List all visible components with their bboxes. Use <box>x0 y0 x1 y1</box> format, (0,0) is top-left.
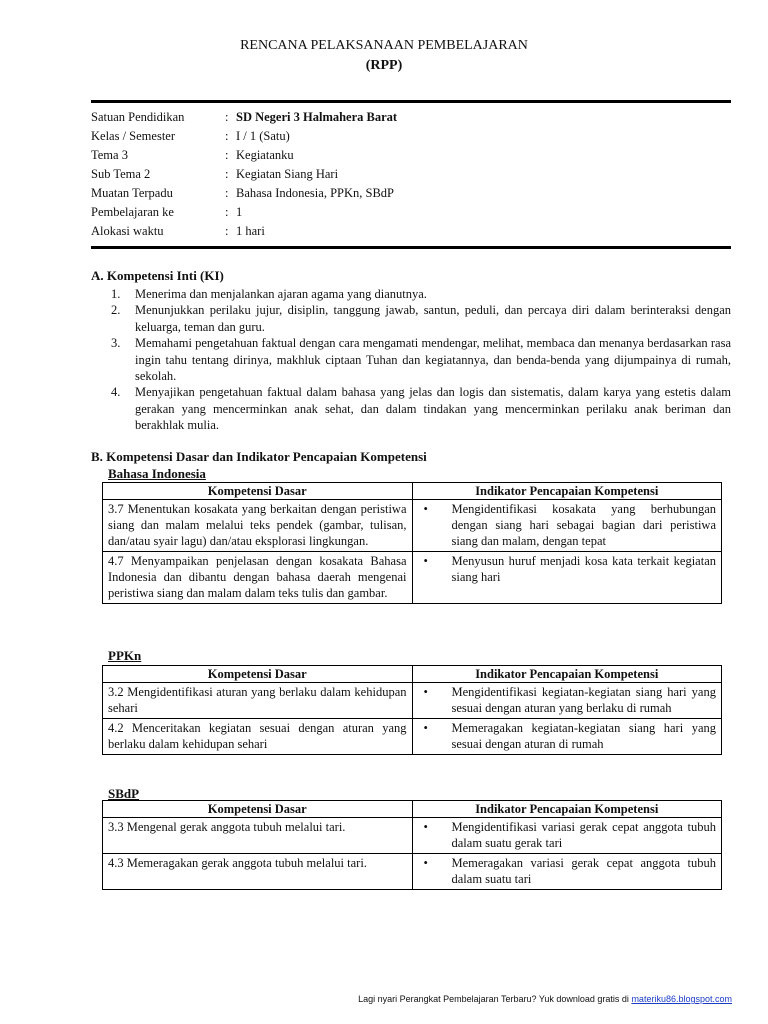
subject-label: SBdP <box>108 786 140 801</box>
indicator-item <box>418 819 717 851</box>
identity-row <box>91 203 731 222</box>
identity-row <box>91 222 731 241</box>
identity-row <box>91 146 731 165</box>
kd-text: 4.7 Menyampaikan penjelasan dengan kosakata Bahasa Indonesia dan dibantu dengan bahasa daerah mengenai peristiwa siang dan malam dalam teks tulis dan gambar. <box>108 554 407 600</box>
identity-row <box>91 165 731 184</box>
kd-text: 4.3 Memeragakan gerak anggota tubuh melalui tari. <box>108 856 367 870</box>
identity-colon: : <box>225 148 229 162</box>
kd-column-header: Kompetensi Dasar <box>103 666 413 683</box>
kd-heading: B. Kompetensi Dasar dan Indikator Pencapaian Kompetensi <box>91 449 427 464</box>
identity-colon: : <box>225 224 229 238</box>
identity-value: SD Negeri 3 Halmahera Barat <box>236 110 398 124</box>
identity-value: I / 1 (Satu) <box>236 129 290 143</box>
kd-table <box>102 665 722 755</box>
identity-label: Pembelajaran ke <box>91 205 174 219</box>
kd-text: 3.3 Mengenal gerak anggota tubuh melalui tari. <box>108 820 346 834</box>
subject-label: Bahasa Indonesia <box>108 466 206 481</box>
ki-text: Menyajikan pengetahuan faktual dalam bahasa yang jelas dan logis dan sistematis, dalam karya yang estetis dalam gerakan yang mencerminkan anak sehat, dan dalam tindakan yang mencerminkan perilaku anak beriman dan berakhlak mulia. <box>135 385 731 432</box>
indicator-item <box>418 553 717 585</box>
identity-label: Kelas / Semester <box>91 129 176 143</box>
indicator-cell <box>412 500 722 552</box>
bullet-icon: • <box>423 820 428 834</box>
indicator-item <box>418 720 717 752</box>
kd-cell <box>103 552 413 604</box>
kd-table <box>102 800 722 890</box>
indicator-column-header: Indikator Pencapaian Kompetensi <box>412 801 722 818</box>
indicator-text: Memeragakan kegiatan-kegiatan siang hari yang sesuai dengan aturan di rumah <box>451 721 716 751</box>
ki-text: Menunjukkan perilaku jujur, disiplin, tanggung jawab, santun, peduli, dan percaya diri dalam berinteraksi dengan keluarga, teman dan guru. <box>135 303 731 334</box>
identity-colon: : <box>225 110 229 124</box>
kd-text: 3.7 Menentukan kosakata yang berkaitan dengan peristiwa siang dan malam melalui teks pendek (gambar, tulisan, dan/atau syair lagu) dan/atau eksplorasi lingkungan. <box>108 502 407 548</box>
identity-label: Muatan Terpadu <box>91 186 173 200</box>
bullet-icon: • <box>423 685 428 699</box>
identity-label: Satuan Pendidikan <box>91 110 185 124</box>
ki-number: 2. <box>111 303 121 317</box>
identity-row <box>91 127 731 146</box>
ki-text: Menerima dan menjalankan ajaran agama yang dianutnya. <box>135 287 427 301</box>
indicator-cell <box>412 683 722 719</box>
kd-table <box>102 482 722 604</box>
kd-table-header <box>103 666 722 683</box>
identity-value: Bahasa Indonesia, PPKn, SBdP <box>236 186 394 200</box>
kd-table-header <box>103 801 722 818</box>
document-title: RENCANA PELAKSANAAN PEMBELAJARAN <box>240 38 528 53</box>
bottom-divider <box>91 246 731 249</box>
table-row <box>103 683 722 719</box>
identity-row <box>91 108 731 127</box>
kd-cell <box>103 719 413 755</box>
indicator-text: Memeragakan variasi gerak cepat anggota tubuh dalam suatu tari <box>451 856 716 886</box>
bullet-icon: • <box>423 554 428 568</box>
identity-value: 1 hari <box>236 224 265 238</box>
bullet-icon: • <box>423 502 428 516</box>
table-row <box>103 500 722 552</box>
identity-value: Kegiatanku <box>236 148 294 162</box>
table-row <box>103 854 722 890</box>
indicator-item <box>418 855 717 887</box>
indicator-text: Mengidentifikasi kegiatan-kegiatan siang hari yang sesuai dengan aturan yang berlaku di rumah <box>451 685 716 715</box>
kd-cell <box>103 818 413 854</box>
document-subtitle: (RPP) <box>365 58 403 73</box>
kd-cell <box>103 854 413 890</box>
footer-promo <box>358 994 732 1004</box>
indicator-column-header: Indikator Pencapaian Kompetensi <box>412 666 722 683</box>
kd-cell <box>103 500 413 552</box>
identity-value: 1 <box>236 205 243 219</box>
footer-link[interactable]: materiku86.blogspot.com <box>631 994 732 1004</box>
table-row <box>103 552 722 604</box>
indicator-column-header: Indikator Pencapaian Kompetensi <box>412 483 722 500</box>
indicator-cell <box>412 719 722 755</box>
indicator-cell <box>412 854 722 890</box>
kd-table-header <box>103 483 722 500</box>
kd-text: 3.2 Mengidentifikasi aturan yang berlaku dalam kehidupan sehari <box>108 685 407 715</box>
indicator-text: Menyusun huruf menjadi kosa kata terkait kegiatan siang hari <box>451 554 716 584</box>
indicator-item <box>418 684 717 716</box>
ki-number: 4. <box>111 385 121 399</box>
identity-label: Sub Tema 2 <box>91 167 151 181</box>
ki-text: Memahami pengetahuan faktual dengan cara mengamati mendengar, melihat, membaca dan menanya berdasarkan rasa ingin tahu tentang dirinya, makhluk ciptaan Tuhan dan kegiatannya, dan benda-benda yang dijumpainya di rumah, sekolah. <box>135 336 731 383</box>
kd-column-header: Kompetensi Dasar <box>103 801 413 818</box>
subject-label: PPKn <box>108 648 142 663</box>
top-divider <box>91 100 731 103</box>
ki-number: 1. <box>111 287 121 301</box>
bullet-icon: • <box>423 856 428 870</box>
kd-cell <box>103 683 413 719</box>
kd-column-header: Kompetensi Dasar <box>103 483 413 500</box>
identity-colon: : <box>225 205 229 219</box>
bullet-icon: • <box>423 721 428 735</box>
ki-number: 3. <box>111 336 121 350</box>
identity-colon: : <box>225 186 229 200</box>
indicator-text: Mengidentifikasi variasi gerak cepat anggota tubuh dalam suatu gerak tari <box>451 820 716 850</box>
table-row <box>103 719 722 755</box>
identity-label: Tema 3 <box>91 148 128 162</box>
indicator-cell <box>412 818 722 854</box>
kd-text: 4.2 Menceritakan kegiatan sesuai dengan aturan yang berlaku dalam kehidupan sehari <box>108 721 407 751</box>
table-row <box>103 818 722 854</box>
indicator-cell <box>412 552 722 604</box>
indicator-item <box>418 501 717 549</box>
identity-colon: : <box>225 167 229 181</box>
identity-label: Alokasi waktu <box>91 224 164 238</box>
indicator-text: Mengidentifikasi kosakata yang berhubungan dengan siang hari sebagai bagian dari peristiwa siang dan malam, dengan tepat <box>451 502 716 548</box>
identity-row <box>91 184 731 203</box>
identity-value: Kegiatan Siang Hari <box>236 167 339 181</box>
identity-colon: : <box>225 129 229 143</box>
footer-text: Lagi nyari Perangkat Pembelajaran Terbaru? Yuk download gratis di <box>358 994 632 1004</box>
ki-heading: A. Kompetensi Inti (KI) <box>91 268 224 283</box>
